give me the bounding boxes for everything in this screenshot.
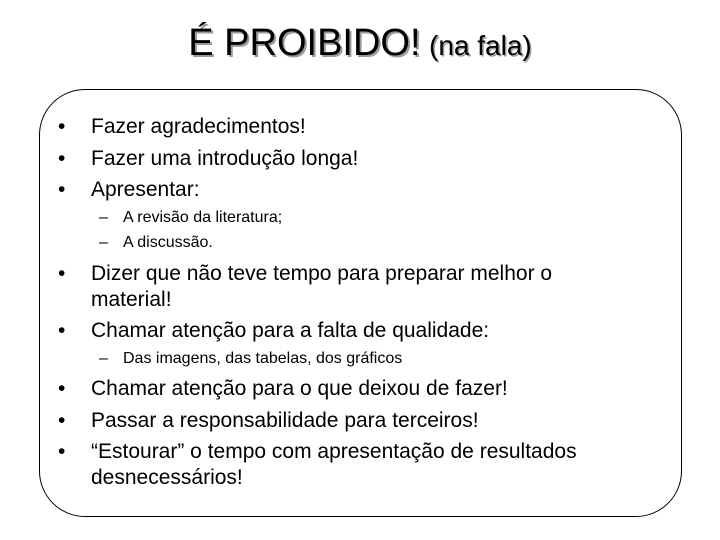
bullet-marker: • — [58, 440, 66, 463]
list-item-text: Chamar atenção para a falta de qualidade: — [91, 319, 490, 342]
bullet-marker: • — [58, 178, 66, 201]
list-item-text: desnecessários! — [91, 466, 243, 489]
list-item-text: Passar a responsabilidade para terceiros! — [91, 409, 479, 432]
dash-marker: – — [99, 234, 108, 251]
list-item-text: A revisão da literatura; — [123, 209, 283, 226]
bullet-marker: • — [58, 377, 66, 400]
list-item-text: “Estourar” o tempo com apresentação de resultados — [91, 440, 577, 463]
list-item-text: Chamar atenção para o que deixou de fazer! — [91, 377, 508, 400]
list-item-text: A discussão. — [123, 234, 213, 251]
dash-marker: – — [99, 350, 108, 367]
slide-title — [0, 22, 720, 65]
slide-title-sub: (na fala) — [429, 30, 532, 61]
bullet-marker: • — [58, 147, 66, 170]
dash-marker: – — [99, 209, 108, 226]
bullet-marker: • — [58, 262, 66, 285]
list-item-text: Das imagens, das tabelas, dos gráficos — [123, 350, 403, 367]
slide-title-main: É PROIBIDO! — [188, 22, 421, 64]
bullet-marker: • — [58, 115, 66, 138]
bullet-marker: • — [58, 409, 66, 432]
bullet-marker: • — [58, 319, 66, 342]
list-item-text: Apresentar: — [91, 178, 200, 201]
list-item-text: Fazer agradecimentos! — [91, 115, 306, 138]
list-item-text: Dizer que não teve tempo para preparar melhor o — [91, 262, 553, 285]
list-item-text: Fazer uma introdução longa! — [91, 147, 359, 170]
list-item-text: material! — [91, 288, 172, 311]
